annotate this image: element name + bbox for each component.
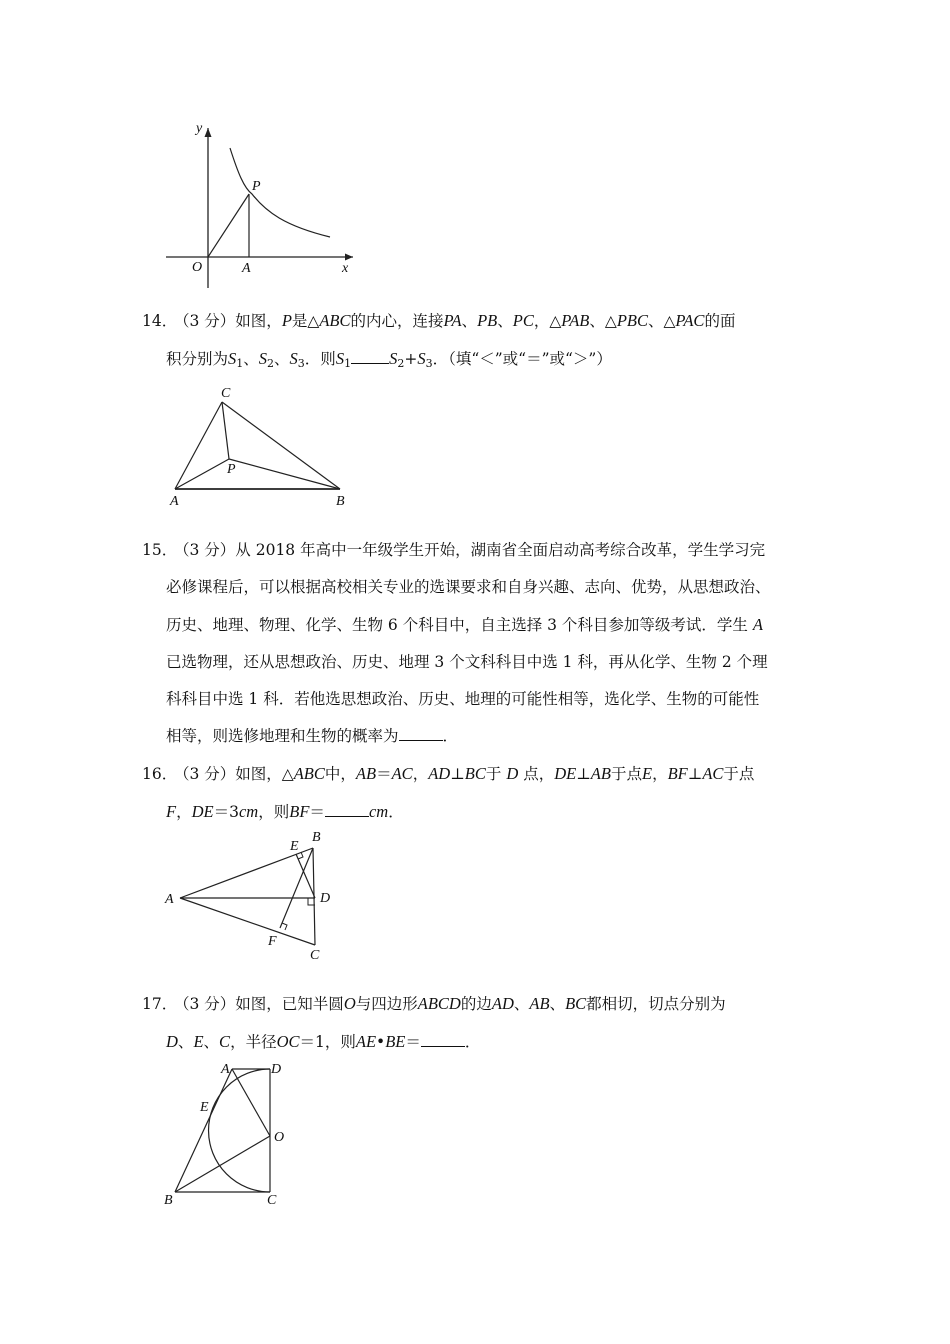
q14-number: 14．	[142, 312, 178, 330]
label-o: O	[274, 1130, 285, 1145]
label-d: D	[271, 1062, 282, 1077]
label-a: A	[242, 261, 251, 276]
hyperbola-curve	[230, 148, 330, 237]
q17-score: （3 分）	[174, 995, 236, 1013]
label-a: A	[165, 892, 174, 907]
side-ab	[180, 848, 313, 898]
q17-number: 17．	[142, 995, 178, 1013]
triangle-incenter-figure	[165, 378, 365, 513]
label-b: B	[336, 494, 345, 509]
question-16	[142, 755, 822, 831]
q14-line-1: 14．（3 分）如图，P是△ABC的内心，连接PA、PB、PC，△PAB、△PBC、△PAC的面	[142, 302, 822, 340]
segment-ao	[232, 1069, 270, 1136]
side-bc	[222, 402, 340, 489]
question-15	[142, 532, 822, 755]
q15-score: （3 分）	[174, 541, 236, 559]
q16-score: （3 分）	[174, 765, 236, 783]
q14-answer-blank[interactable]	[351, 349, 389, 364]
label-e: E	[200, 1100, 209, 1115]
segment-de	[296, 854, 315, 898]
label-e: E	[290, 839, 299, 854]
side-ab	[175, 1069, 232, 1192]
q15-line-4: 已选物理，还从思想政治、历史、地理 3 个文科科目中选 1 科，再从化学、生物 2 个理	[166, 653, 768, 671]
label-c: C	[221, 386, 231, 401]
q16-number: 16．	[142, 765, 178, 783]
q16-line-1: 16．（3 分）如图，△ABC中，AB＝AC，AD⊥BC于 D 点，DE⊥AB于点E，BF⊥AC于点	[142, 755, 822, 793]
q17-answer-blank[interactable]	[421, 1032, 465, 1047]
label-a: A	[221, 1062, 230, 1077]
label-a: A	[170, 494, 179, 509]
label-x: x	[342, 261, 349, 276]
label-c: C	[267, 1193, 277, 1208]
q15-line-5: 科科目中选 1 科．若他选思想政治、历史、地理的可能性相等，选化学、生物的可能性	[166, 690, 760, 708]
q16-answer-blank[interactable]	[325, 802, 369, 817]
right-angle-f	[282, 923, 287, 930]
label-y: y	[196, 121, 203, 136]
label-p: P	[252, 179, 261, 194]
q15-number: 15．	[142, 541, 178, 559]
question-14	[142, 302, 822, 378]
label-c: C	[310, 948, 320, 963]
hyperbola-figure	[160, 118, 360, 288]
isosceles-triangle-figure	[160, 828, 340, 963]
segment-pb	[229, 459, 340, 489]
segment-pc	[222, 402, 229, 459]
label-o: O	[192, 260, 203, 275]
q14-score: （3 分）	[174, 312, 236, 330]
question-17	[142, 985, 822, 1061]
q17-line-1: 17．（3 分）如图，已知半圆O与四边形ABCD的边AD、AB、BC都相切，切点分别为	[142, 985, 822, 1023]
label-d: D	[320, 891, 331, 906]
q16-line-2: F，DE＝3cm，则BF＝ cm．	[166, 802, 404, 821]
side-ac	[180, 898, 315, 945]
q15-line-3: 历史、地理、物理、化学、生物 6 个科目中，自主选择 3 个科目参加等级考试．学生 A	[166, 615, 763, 634]
label-b: B	[164, 1193, 173, 1208]
y-axis-arrow	[205, 128, 212, 137]
q14-line-2: 积分别为$S_1$、$S_2$、$S_3$．则$S_1$ $S_2+S_3$．（填“＜”或“＝”或“＞”）	[166, 349, 612, 370]
q15-line-1: 15．（3 分）从 2018 年高中一年级学生开始，湖南省全面启动高考综合改革，学生学习完	[142, 532, 822, 569]
segment-bf	[280, 848, 313, 928]
segment-op	[208, 194, 249, 257]
label-b: B	[312, 830, 321, 845]
segment-bo	[175, 1136, 270, 1192]
q15-line-2: 必修课程后，可以根据高校相关专业的选课要求和自身兴趣、志向、优势，从思想政治、	[166, 578, 771, 596]
label-f: F	[268, 934, 277, 949]
q15-answer-blank[interactable]	[399, 726, 443, 741]
semicircle-quadrilateral-figure	[160, 1058, 300, 1213]
q17-line-2: D、E、C，半径OC＝1，则AE•BE＝ ．	[166, 1032, 481, 1051]
q15-line-6: 相等，则选修地理和生物的概率为 ．	[166, 727, 459, 745]
label-p: P	[227, 462, 236, 477]
x-axis-arrow	[345, 254, 353, 261]
semicircle	[209, 1069, 270, 1192]
